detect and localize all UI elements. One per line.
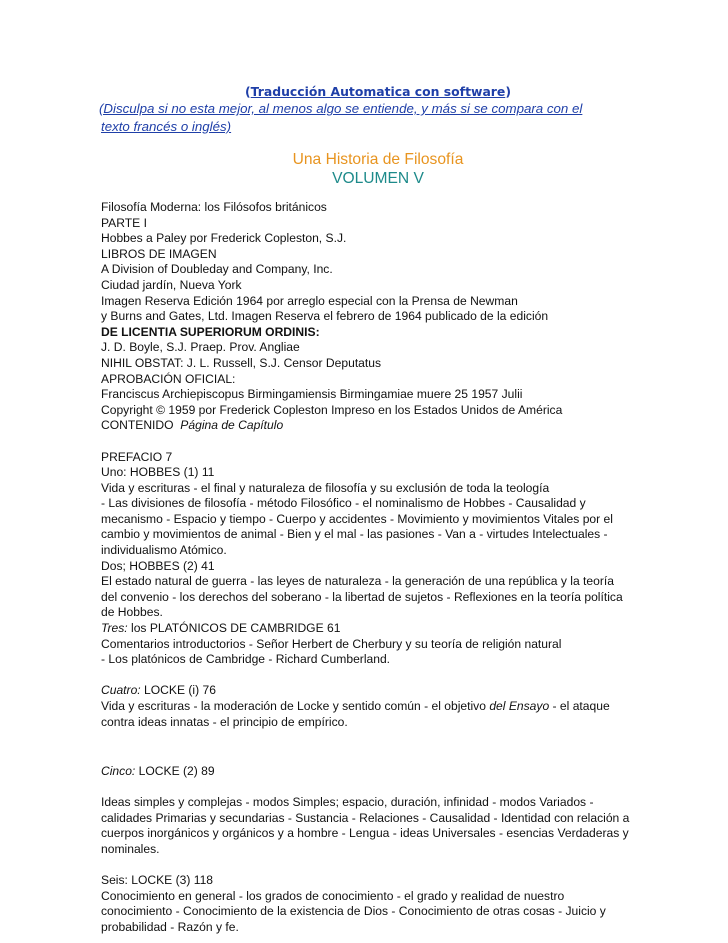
- chapter-6-line: conocimiento - Conocimiento de la existencia de Dios - Conocimiento de otras cosas - Juicio y: [101, 904, 606, 919]
- chapter-5-number: Cinco:: [101, 763, 136, 778]
- chapter-4-heading: [101, 683, 627, 699]
- spacer: [101, 857, 627, 873]
- spacer: [101, 746, 627, 764]
- front-matter-line: Franciscus Archiepiscopus Birmingamiensis Birmingamiae muere 25 1957 Julii: [101, 387, 523, 402]
- chapter-6-title: Seis: LOCKE (3) 118: [101, 872, 214, 887]
- chapter-2-line: El estado natural de guerra - las leyes de naturaleza - la generación de una república y la teoría: [101, 574, 614, 589]
- spacer: [101, 779, 627, 795]
- chapter-5-heading: [101, 764, 627, 780]
- chapter-1-line: - Las divisiones de filosofía - método Filosófico - el nominalismo de Hobbes - Causalidad y: [101, 496, 586, 511]
- translation-notice-link[interactable]: Traducción Automatica con software: [250, 84, 506, 99]
- chapter-2-line: de Hobbes.: [101, 605, 163, 620]
- chapter-4-line: Vida y escrituras - la moderación de Locke y sentido común - el objetivo del Ensayo - el ataque: [101, 699, 610, 713]
- front-matter-line: y Burns and Gates, Ltd. Imagen Reserva el febrero de 1964 publicado de la edición: [101, 309, 549, 324]
- document-page: [99, 84, 630, 935]
- spacer: [101, 668, 627, 684]
- preface-entry: PREFACIO 7: [101, 449, 173, 464]
- contents-heading: [101, 418, 627, 434]
- chapter-1-line: mecanismo - Espacio y tiempo - Cuerpo y accidentes - Movimiento y movimientos Vitales por el: [101, 511, 613, 526]
- front-matter-line: PARTE I: [101, 215, 147, 230]
- book-title: Una Historia de Filosofía: [292, 151, 464, 168]
- chapter-4-title: LOCKE (i) 76: [140, 683, 216, 698]
- chapter-1-line: Vida y escrituras - el final y naturaleza de filosofía y su exclusión de toda la teología: [101, 480, 550, 495]
- front-matter-line: Imagen Reserva Edición 1964 por arreglo especial con la Prensa de Newman: [101, 293, 518, 308]
- chapter-2-title: Dos; HOBBES (2) 41: [101, 558, 215, 573]
- chapter-3-heading: [101, 621, 627, 637]
- front-matter-line: Copyright © 1959 por Frederick Copleston Impreso en los Estados Unidos de América: [101, 402, 563, 417]
- translation-notice-line-1[interactable]: (Disculpa si no esta mejor, al menos algo se entiende, y más si se compara con el: [99, 101, 583, 116]
- front-matter-line: A Division of Doubleday and Company, Inc.: [101, 262, 333, 277]
- chapter-1-line: individualismo Atómico.: [101, 543, 227, 558]
- spacer: [101, 434, 627, 450]
- chapter-1-title: Uno: HOBBES (1) 11: [101, 465, 215, 480]
- spacer: [101, 730, 627, 746]
- front-matter-line: DE LICENTIA SUPERIORUM ORDINIS:: [101, 324, 320, 339]
- front-matter-line: J. D. Boyle, S.J. Praep. Prov. Angliae: [101, 340, 300, 355]
- chapter-5-line: calidades Primarias y secundarias - Sustancia - Relaciones - Causalidad - Identidad con relación a: [101, 810, 630, 825]
- chapter-2-line: del convenio - los derechos del soberano - la libertad de sujetos - Reflexiones en la teoría política: [101, 589, 623, 604]
- front-matter-line: LIBROS DE IMAGEN: [101, 246, 217, 261]
- front-matter-line: NIHIL OBSTAT: J. L. Russell, S.J. Censor Deputatus: [101, 355, 382, 370]
- contents-label: CONTENIDO: [101, 418, 174, 433]
- chapter-5-title: LOCKE (2) 89: [135, 763, 215, 778]
- chapter-5-line: cuerpos inorgánicos y orgánicos y a hombre - Lengua - ideas Universales - esencias Verdaderas y: [101, 826, 629, 841]
- contents-page-label: Página de Capítulo: [180, 418, 284, 433]
- front-matter-line: Ciudad jardín, Nueva York: [101, 277, 242, 292]
- front-matter-line: Filosofía Moderna: los Filósofos británicos: [101, 200, 327, 214]
- front-matter-line: Hobbes a Paley por Frederick Copleston, S.J.: [101, 231, 347, 246]
- chapter-4-number: Cuatro:: [101, 683, 141, 698]
- chapter-4-essay-ref: del Ensayo: [489, 699, 550, 713]
- chapter-4-line: contra ideas innatas - el principio de empírico.: [101, 714, 348, 729]
- chapter-1-line: cambio y movimientos de animal - Bien y el mal - las pasiones - Van a - virtudes Intelectuales -: [101, 527, 608, 542]
- translation-notice-title: (Traducción Automatica con software): [244, 84, 511, 99]
- chapter-3-line: Comentarios introductorios - Señor Herbert de Cherbury y su teoría de religión natural: [101, 636, 562, 651]
- chapter-5-line: nominales.: [101, 841, 160, 856]
- front-matter-line: APROBACIÓN OFICIAL:: [101, 371, 236, 386]
- chapter-3-number: Tres:: [101, 621, 128, 636]
- translation-notice-line-2[interactable]: texto francés o inglés): [101, 119, 232, 134]
- chapter-5-line: Ideas simples y complejas - modos Simples; espacio, duración, infinidad - modos Variados -: [101, 794, 594, 809]
- book-volume: VOLUMEN V: [332, 170, 424, 187]
- chapter-6-line: Conocimiento en general - los grados de conocimiento - el grado y realidad de nuestro: [101, 888, 565, 903]
- chapter-3-line: - Los platónicos de Cambridge - Richard Cumberland.: [101, 652, 391, 667]
- document-body: [101, 200, 630, 935]
- chapter-3-title: los PLATÓNICOS DE CAMBRIDGE 61: [127, 621, 341, 636]
- chapter-6-line: probabilidad - Razón y fe.: [101, 919, 239, 934]
